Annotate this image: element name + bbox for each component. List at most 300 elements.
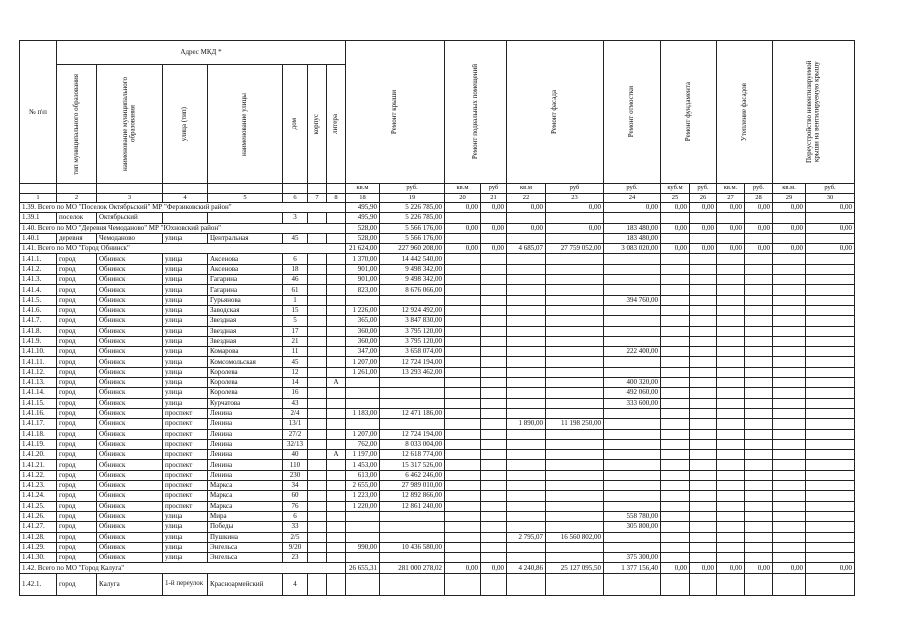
- table-row: [20, 316, 855, 326]
- value-cell: [546, 481, 604, 491]
- value-cell: 0,00: [773, 203, 806, 213]
- value-cell: 0,00: [806, 563, 855, 573]
- value-cell: [773, 573, 806, 595]
- value-cell: [507, 408, 546, 418]
- value-cell: [661, 501, 690, 511]
- value-cell: [806, 573, 855, 595]
- value-cell: [604, 429, 661, 439]
- value-cell: [481, 316, 507, 326]
- subtotal-label: 1.42. Всего по МО "Город Калуга": [20, 563, 346, 573]
- subtotal-row: [20, 203, 855, 213]
- street-name-cell: Гагарина: [208, 275, 283, 285]
- value-cell: 10 436 580,00: [380, 542, 445, 552]
- table-row: [20, 388, 855, 398]
- row-number-cell: 1.41.30.: [20, 553, 57, 563]
- value-cell: 492 060,00: [604, 388, 661, 398]
- value-cell: [604, 264, 661, 274]
- vent-roof-header: Переустройство невентилируемой крыши на вентилируемую крышу: [773, 41, 855, 184]
- street-name-cell: Центральная: [208, 233, 283, 243]
- letter-cell: [327, 213, 346, 223]
- value-cell: [481, 522, 507, 532]
- value-cell: [445, 254, 481, 264]
- value-cell: [661, 367, 690, 377]
- subtotal-row: [20, 223, 855, 233]
- value-cell: [745, 481, 773, 491]
- value-cell: [445, 295, 481, 305]
- value-cell: [481, 388, 507, 398]
- value-cell: [717, 553, 745, 563]
- value-cell: 183 480,00: [604, 233, 661, 243]
- value-cell: [745, 264, 773, 274]
- mun-type-cell: город: [57, 511, 97, 521]
- street-type-cell: проспект: [163, 408, 208, 418]
- value-cell: 528,00: [346, 233, 380, 243]
- building-cell: [308, 388, 327, 398]
- value-cell: [661, 408, 690, 418]
- value-cell: [745, 367, 773, 377]
- value-cell: [445, 450, 481, 460]
- value-cell: [806, 264, 855, 274]
- value-cell: 5 226 785,00: [380, 213, 445, 223]
- row-number-cell: 1.41.13.: [20, 378, 57, 388]
- value-cell: [481, 367, 507, 377]
- street-name-cell: Комарова: [208, 347, 283, 357]
- value-cell: [445, 305, 481, 315]
- value-cell: [604, 542, 661, 552]
- value-cell: [745, 398, 773, 408]
- value-cell: 6 462 246,00: [380, 470, 445, 480]
- value-cell: [546, 491, 604, 501]
- mun-name-cell: Обнинск: [97, 419, 163, 429]
- value-cell: 495,90: [346, 213, 380, 223]
- value-cell: [773, 285, 806, 295]
- value-cell: [745, 460, 773, 470]
- value-cell: [690, 233, 717, 243]
- row-number-cell: 1.41.11.: [20, 357, 57, 367]
- value-cell: [546, 326, 604, 336]
- value-cell: 25 127 095,50: [546, 563, 604, 573]
- letter-cell: [327, 511, 346, 521]
- row-number-cell: 1.41.7.: [20, 316, 57, 326]
- house-number-cell: 6: [283, 254, 308, 264]
- building-cell: [308, 254, 327, 264]
- value-cell: [380, 522, 445, 532]
- mun-name-cell: Обнинск: [97, 347, 163, 357]
- table-row: [20, 213, 855, 223]
- value-cell: [773, 254, 806, 264]
- value-cell: [717, 532, 745, 542]
- value-cell: [773, 460, 806, 470]
- value-cell: 2 795,07: [507, 532, 546, 542]
- building-cell: [308, 470, 327, 480]
- value-cell: [661, 542, 690, 552]
- street-type-cell: улица: [163, 326, 208, 336]
- subtotal-row: [20, 244, 855, 254]
- value-cell: 1 370,00: [346, 254, 380, 264]
- value-cell: [481, 336, 507, 346]
- value-cell: 1 226,00: [346, 305, 380, 315]
- table-row: [20, 378, 855, 388]
- mun-name-cell: Обнинск: [97, 336, 163, 346]
- house-number-cell: 40: [283, 450, 308, 460]
- street-type-cell: улица: [163, 357, 208, 367]
- value-cell: [481, 357, 507, 367]
- letter-cell: [327, 553, 346, 563]
- value-cell: [717, 367, 745, 377]
- value-cell: [773, 481, 806, 491]
- value-cell: 375 300,00: [604, 553, 661, 563]
- value-cell: [690, 357, 717, 367]
- value-cell: 26 655,31: [346, 563, 380, 573]
- building-cell: [308, 357, 327, 367]
- house-number-cell: 2/4: [283, 408, 308, 418]
- value-cell: [346, 532, 380, 542]
- value-cell: [546, 439, 604, 449]
- value-cell: [507, 378, 546, 388]
- value-cell: [745, 347, 773, 357]
- street-name-cell: Аксенова: [208, 254, 283, 264]
- foundation-header: Ремонт фундамента: [661, 41, 717, 184]
- value-cell: [690, 501, 717, 511]
- street-type-cell: проспект: [163, 501, 208, 511]
- value-cell: 394 760,00: [604, 295, 661, 305]
- street-name-cell: Маркса: [208, 481, 283, 491]
- value-cell: [690, 305, 717, 315]
- value-cell: [481, 511, 507, 521]
- value-cell: [717, 254, 745, 264]
- mun-name-cell: Обнинск: [97, 450, 163, 460]
- mun-name-cell: Обнинск: [97, 522, 163, 532]
- value-cell: 2 655,00: [346, 481, 380, 491]
- value-cell: [717, 275, 745, 285]
- value-cell: [773, 532, 806, 542]
- value-cell: 0,00: [690, 563, 717, 573]
- value-cell: [806, 491, 855, 501]
- value-cell: [806, 213, 855, 223]
- value-cell: [806, 326, 855, 336]
- value-cell: [773, 378, 806, 388]
- value-cell: [445, 347, 481, 357]
- value-cell: 1 261,00: [346, 367, 380, 377]
- value-cell: [507, 522, 546, 532]
- value-cell: 3 795 120,00: [380, 336, 445, 346]
- letter-cell: [327, 254, 346, 264]
- value-cell: [773, 398, 806, 408]
- house-header: дом: [283, 65, 308, 184]
- mun-type-cell: город: [57, 264, 97, 274]
- mun-name-cell: Обнинск: [97, 264, 163, 274]
- value-cell: [546, 408, 604, 418]
- value-cell: [745, 233, 773, 243]
- mun-type-cell: город: [57, 522, 97, 532]
- value-cell: [546, 367, 604, 377]
- value-cell: [481, 460, 507, 470]
- value-cell: [604, 213, 661, 223]
- mun-type-cell: город: [57, 326, 97, 336]
- value-cell: [773, 316, 806, 326]
- row-number-cell: 1.41.2.: [20, 264, 57, 274]
- value-cell: [745, 275, 773, 285]
- street-type-cell: улица: [163, 285, 208, 295]
- mun-type-cell: город: [57, 388, 97, 398]
- value-cell: 762,00: [346, 439, 380, 449]
- street-name-cell: Аксенова: [208, 264, 283, 274]
- value-cell: [717, 398, 745, 408]
- value-cell: [661, 305, 690, 315]
- street-name-cell: Энгельса: [208, 553, 283, 563]
- value-cell: 183 480,00: [604, 223, 661, 233]
- value-cell: 901,00: [346, 264, 380, 274]
- value-cell: [661, 357, 690, 367]
- value-cell: 0,00: [717, 244, 745, 254]
- value-cell: [546, 398, 604, 408]
- value-cell: [690, 388, 717, 398]
- table-row: [20, 398, 855, 408]
- value-cell: [690, 378, 717, 388]
- building-cell: [308, 501, 327, 511]
- blind-area-header: Ремонт отмостки: [604, 41, 661, 184]
- street-type-header: улица (тип): [163, 65, 208, 184]
- mun-name-cell: Октябрьский: [97, 213, 163, 223]
- value-cell: [717, 388, 745, 398]
- table-row: [20, 511, 855, 521]
- mun-type-cell: город: [57, 439, 97, 449]
- value-cell: [481, 573, 507, 595]
- value-cell: [346, 419, 380, 429]
- street-name-cell: Победы: [208, 522, 283, 532]
- street-type-cell: улица: [163, 295, 208, 305]
- value-cell: [690, 522, 717, 532]
- table-row: [20, 295, 855, 305]
- row-number-cell: 1.41.4.: [20, 285, 57, 295]
- value-cell: 0,00: [546, 223, 604, 233]
- value-cell: [717, 408, 745, 418]
- value-cell: 0,00: [481, 244, 507, 254]
- value-cell: [745, 316, 773, 326]
- value-cell: [717, 316, 745, 326]
- value-cell: [380, 378, 445, 388]
- value-cell: 823,00: [346, 285, 380, 295]
- value-cell: [690, 213, 717, 223]
- value-cell: [661, 491, 690, 501]
- value-cell: [717, 501, 745, 511]
- value-cell: [806, 398, 855, 408]
- value-cell: [445, 285, 481, 295]
- value-cell: [546, 501, 604, 511]
- value-cell: [481, 326, 507, 336]
- street-type-cell: улица: [163, 305, 208, 315]
- value-cell: 27 759 052,00: [546, 244, 604, 254]
- value-cell: [481, 470, 507, 480]
- value-cell: [745, 388, 773, 398]
- value-cell: [546, 553, 604, 563]
- table-row: [20, 491, 855, 501]
- value-cell: [546, 336, 604, 346]
- building-cell: [308, 460, 327, 470]
- house-number-cell: 11: [283, 347, 308, 357]
- row-number-cell: 1.41.28.: [20, 532, 57, 542]
- letter-cell: [327, 398, 346, 408]
- value-cell: 333 600,00: [604, 398, 661, 408]
- value-cell: [604, 326, 661, 336]
- value-cell: 0,00: [546, 203, 604, 213]
- mun-type-cell: город: [57, 491, 97, 501]
- value-cell: 901,00: [346, 275, 380, 285]
- mun-type-cell: город: [57, 305, 97, 315]
- value-cell: [546, 450, 604, 460]
- value-cell: [445, 367, 481, 377]
- letter-cell: [327, 491, 346, 501]
- value-cell: 0,00: [717, 223, 745, 233]
- mun-type-cell: деревня: [57, 233, 97, 243]
- street-type-cell: улица: [163, 511, 208, 521]
- value-cell: [773, 450, 806, 460]
- value-cell: [346, 378, 380, 388]
- value-cell: 227 960 208,00: [380, 244, 445, 254]
- house-number-cell: 43: [283, 398, 308, 408]
- value-cell: [445, 388, 481, 398]
- mun-type-cell: город: [57, 542, 97, 552]
- mun-name-cell: Обнинск: [97, 254, 163, 264]
- value-cell: [481, 491, 507, 501]
- value-cell: [745, 285, 773, 295]
- value-cell: [690, 481, 717, 491]
- street-type-cell: проспект: [163, 460, 208, 470]
- units-row: кв.м руб. кв.м руб кв.м руб руб. куб.м руб. кв.м. руб. кв.м. руб.: [20, 184, 855, 194]
- value-cell: [507, 429, 546, 439]
- letter-cell: [327, 532, 346, 542]
- street-name-cell: Звездная: [208, 316, 283, 326]
- value-cell: [481, 439, 507, 449]
- building-cell: [308, 532, 327, 542]
- value-cell: 400 320,00: [604, 378, 661, 388]
- value-cell: [661, 398, 690, 408]
- value-cell: 0,00: [745, 223, 773, 233]
- value-cell: 0,00: [806, 203, 855, 213]
- building-cell: [308, 408, 327, 418]
- house-number-cell: 9/20: [283, 542, 308, 552]
- value-cell: [445, 398, 481, 408]
- value-cell: [604, 419, 661, 429]
- value-cell: [380, 511, 445, 521]
- street-type-cell: улица: [163, 542, 208, 552]
- value-cell: [717, 481, 745, 491]
- value-cell: [546, 542, 604, 552]
- table-row: [20, 254, 855, 264]
- value-cell: [604, 439, 661, 449]
- value-cell: [773, 553, 806, 563]
- value-cell: [604, 573, 661, 595]
- table-row: [20, 542, 855, 552]
- value-cell: [481, 285, 507, 295]
- value-cell: [481, 501, 507, 511]
- value-cell: [745, 254, 773, 264]
- building-cell: [308, 264, 327, 274]
- value-cell: [546, 511, 604, 521]
- value-cell: [604, 408, 661, 418]
- value-cell: [661, 470, 690, 480]
- value-cell: [546, 285, 604, 295]
- value-cell: [507, 367, 546, 377]
- house-number-cell: 61: [283, 285, 308, 295]
- table-row: [20, 408, 855, 418]
- value-cell: [806, 388, 855, 398]
- value-cell: [507, 439, 546, 449]
- value-cell: [661, 532, 690, 542]
- value-cell: [690, 532, 717, 542]
- value-cell: [745, 439, 773, 449]
- basement-header: Ремонт подвальных помещений: [445, 41, 507, 184]
- letter-cell: [327, 367, 346, 377]
- value-cell: [661, 316, 690, 326]
- value-cell: [661, 285, 690, 295]
- value-cell: [481, 542, 507, 552]
- value-cell: [481, 213, 507, 223]
- roof-header: Ремонт крыши: [346, 41, 445, 184]
- mun-name-cell: Чемоданово: [97, 233, 163, 243]
- value-cell: [806, 295, 855, 305]
- building-cell: [308, 295, 327, 305]
- building-cell: [308, 347, 327, 357]
- mun-name-cell: Обнинск: [97, 305, 163, 315]
- row-number-cell: 1.41.12.: [20, 367, 57, 377]
- street-type-cell: 1-й переулок: [163, 573, 208, 595]
- value-cell: 1 220,00: [346, 501, 380, 511]
- value-cell: [546, 388, 604, 398]
- value-cell: [445, 264, 481, 274]
- value-cell: 0,00: [745, 203, 773, 213]
- value-cell: 558 780,00: [604, 511, 661, 521]
- value-cell: [445, 573, 481, 595]
- row-number-cell: 1.41.3.: [20, 275, 57, 285]
- value-cell: [604, 285, 661, 295]
- value-cell: [604, 305, 661, 315]
- mun-type-cell: город: [57, 450, 97, 460]
- value-cell: [745, 573, 773, 595]
- building-cell: [308, 378, 327, 388]
- table-row: [20, 532, 855, 542]
- value-cell: 1 223,00: [346, 491, 380, 501]
- value-cell: [806, 285, 855, 295]
- mun-type-cell: город: [57, 408, 97, 418]
- value-cell: [445, 419, 481, 429]
- table-row: [20, 326, 855, 336]
- letter-cell: [327, 481, 346, 491]
- mun-name-cell: Обнинск: [97, 326, 163, 336]
- letter-cell: [327, 233, 346, 243]
- street-name-cell: Гагарина: [208, 285, 283, 295]
- building-cell: [308, 573, 327, 595]
- value-cell: [745, 305, 773, 315]
- table-row: [20, 336, 855, 346]
- value-cell: 12 618 774,00: [380, 450, 445, 460]
- value-cell: [481, 264, 507, 274]
- value-cell: [380, 553, 445, 563]
- value-cell: 347,00: [346, 347, 380, 357]
- value-cell: [717, 285, 745, 295]
- value-cell: [507, 398, 546, 408]
- mun-type-cell: город: [57, 357, 97, 367]
- mun-type-header: тип муниципального образования: [57, 65, 97, 184]
- value-cell: [745, 378, 773, 388]
- value-cell: [445, 326, 481, 336]
- value-cell: [745, 511, 773, 521]
- value-cell: [717, 542, 745, 552]
- value-cell: 13 293 462,00: [380, 367, 445, 377]
- value-cell: [806, 511, 855, 521]
- value-cell: [745, 357, 773, 367]
- value-cell: [546, 275, 604, 285]
